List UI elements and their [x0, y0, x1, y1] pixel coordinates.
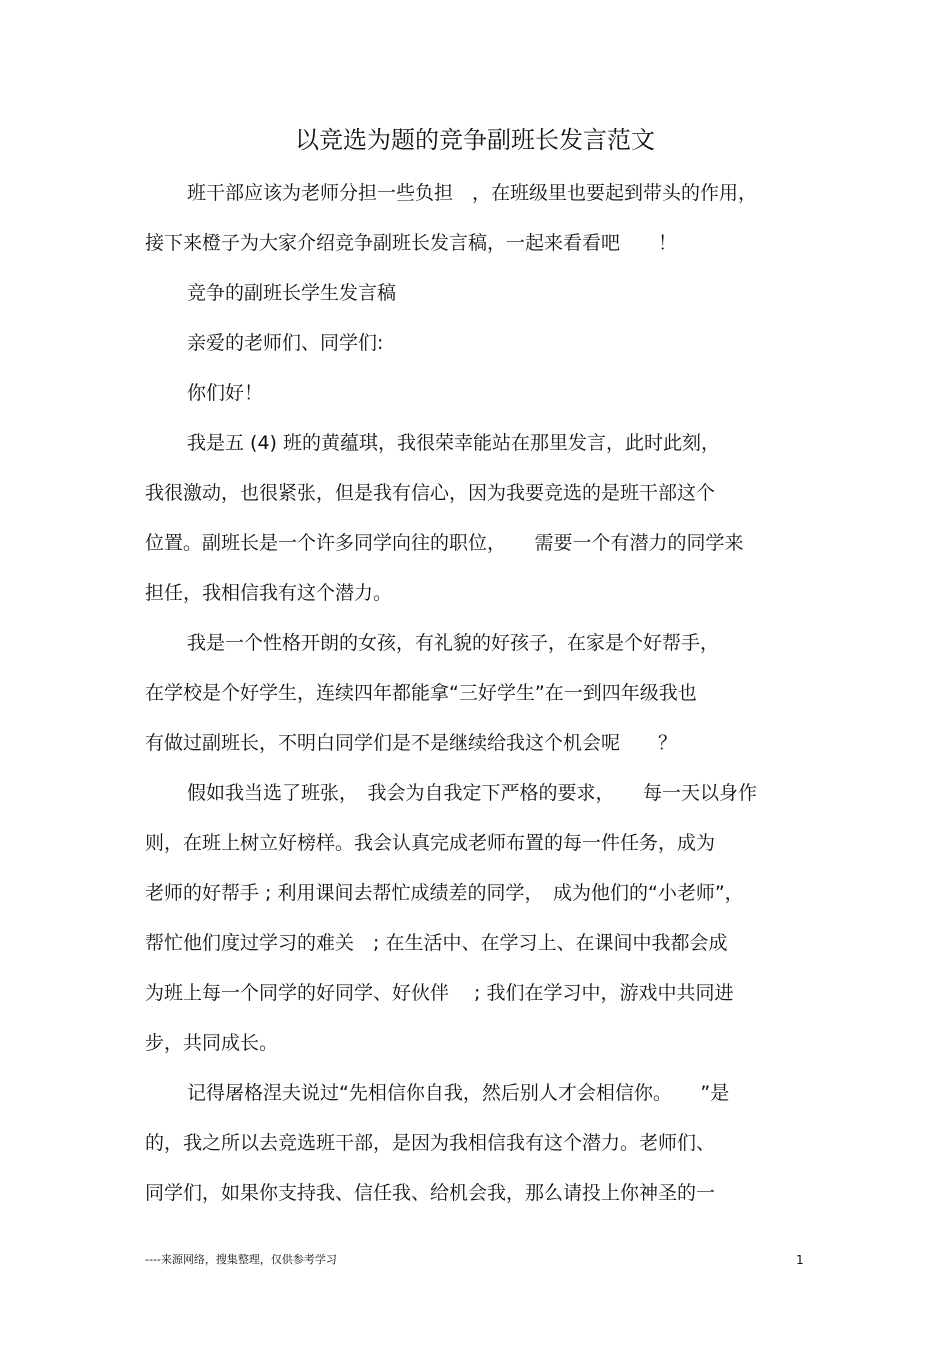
body-line-20: 的，我之所以去竞选班干部，是因为我相信我有这个潜力。老师们、	[145, 1132, 716, 1154]
body-line-8: 位置。副班长是一个许多同学向往的职位， 需要一个有潜力的同学来	[145, 532, 744, 554]
body-line-21: 同学们，如果你支持我、信任我、给机会我，那么请投上你神圣的一	[145, 1182, 716, 1204]
body-line-15: 老师的好帮手 ; 利用课间去帮忙成绩差的同学， 成为他们的“小老师”，	[145, 882, 744, 904]
body-line-1: 班干部应该为老师分担一些负担 ，在班级里也要起到带头的作用，	[187, 182, 758, 204]
document-title: 以竞选为题的竞争副班长发言范文	[295, 126, 655, 154]
body-line-6: 我是五 (4) 班的黄蕴琪，我很荣幸能站在那里发言，此时此刻，	[187, 432, 720, 454]
body-line-14: 则，在班上树立好榜样。我会认真完成老师布置的每一件任务，成为	[145, 832, 716, 854]
body-line-10: 我是一个性格开朗的女孩，有礼貌的好孩子，在家是个好帮手，	[187, 632, 720, 654]
body-line-16: 帮忙他们度过学习的难关 ; 在生活中、在学习上、在课间中我都会成	[145, 932, 728, 954]
body-line-3: 竞争的副班长学生发言稿	[187, 282, 397, 304]
body-line-2: 接下来橙子为大家介绍竞争副班长发言稿，一起来看看吧 ！	[145, 232, 678, 254]
body-line-13: 假如我当选了班张， 我会为自我定下严格的要求， 每一天以身作	[187, 782, 758, 804]
body-line-18: 步，共同成长。	[145, 1032, 279, 1054]
body-line-19: 记得屠格涅夫说过“先相信你自我，然后别人才会相信你。 ”是	[187, 1082, 730, 1104]
body-line-9: 担任，我相信我有这个潜力。	[145, 582, 393, 604]
body-line-4: 亲爱的老师们、同学们:	[187, 332, 384, 354]
body-line-12: 有做过副班长，不明白同学们是不是继续给我这个机会呢 ？	[145, 732, 678, 754]
body-line-7: 我很激动，也很紧张，但是我有信心，因为我要竞选的是班干部这个	[145, 482, 716, 504]
footer-source-note: ----来源网络，搜集整理，仅供参考学习	[145, 1253, 337, 1266]
page-number: 1	[796, 1253, 804, 1267]
body-line-5: 你们好！	[187, 382, 264, 404]
body-line-11: 在学校是个好学生，连续四年都能拿“三好学生”在一到四年级我也	[145, 682, 697, 704]
body-line-17: 为班上每一个同学的好同学、好伙伴 ; 我们在学习中，游戏中共同进	[145, 982, 734, 1004]
